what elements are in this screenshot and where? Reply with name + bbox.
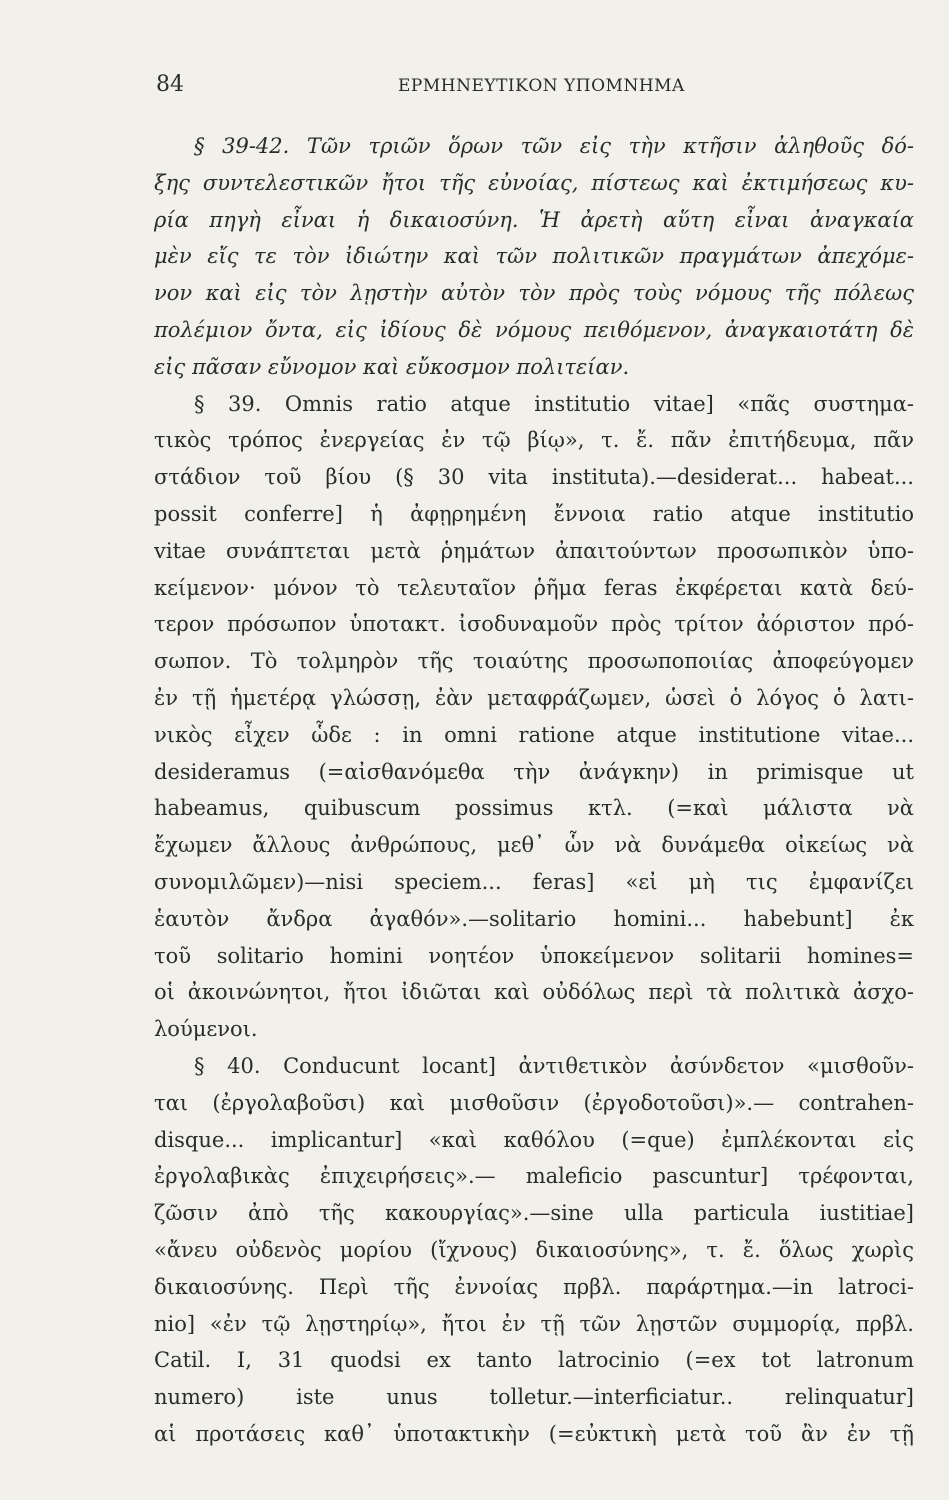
- text-line: οἱ ἀκοινώνητοι, ἤτοι ἰδιῶται καὶ οὐδόλως περὶ τὰ πολιτικὰ ἀσχο-: [154, 980, 914, 1005]
- text-line: ξης συντελεστικῶν ἤτοι τῆς εὐνοίας, πίστεως καὶ ἐκτιμήσεως κυ-: [154, 170, 914, 195]
- text-line: § 39-42. Τῶν τριῶν ὅρων τῶν εἰς τὴν κτῆσιν ἀληθοῦς δό-: [194, 134, 914, 158]
- text-line: Catil. I, 31 quodsi ex tanto latrocinio (=ex tot latronum: [154, 1348, 914, 1373]
- text-line: στάδιον τοῦ βίου (§ 30 vita instituta).—desiderat... habeat...: [154, 465, 914, 490]
- body-text: [154, 128, 914, 1453]
- text-line: nio] «ἐν τῷ λῃστηρίῳ», ἤτοι ἐν τῇ τῶν λῃστῶν συμμορίᾳ, πρβλ.: [154, 1311, 914, 1336]
- text-line: disque... implicantur] «καὶ καθόλου (=que) ἐμπλέκονται εἰς: [154, 1127, 914, 1152]
- text-line: ται (ἐργολαβοῦσι) καὶ μισθοῦσιν (ἐργοδοτοῦσι)».— contrahen-: [154, 1090, 914, 1115]
- text-line: ζῶσιν ἀπὸ τῆς κακουργίας».—sine ulla particula iustitiae]: [154, 1201, 914, 1226]
- text-line: δικαιοσύνης. Περὶ τῆς ἐννοίας πρβλ. παράρτημα.—in latroci-: [154, 1274, 914, 1299]
- text-line: desideramus (=αἰσθανόμεθα τὴν ἀνάγκην) in primisque ut: [154, 759, 914, 784]
- text-line: § 39. Omnis ratio atque institutio vitae] «πᾶς συστημα-: [194, 391, 914, 416]
- text-line: μὲν εἴς τε τὸν ἰδιώτην καὶ τῶν πολιτικῶν πραγμάτων ἀπεχόμε-: [154, 244, 914, 269]
- text-line: εἰς πᾶσαν εὔνομον καὶ εὔκοσμον πολιτείαν.: [154, 354, 630, 379]
- text-line: possit conferre] ἡ ἀφῃρημένη ἔννοια ratio atque institutio: [154, 501, 914, 526]
- text-line: habeamus, quibuscum possimus κτλ. (=καὶ μάλιστα νὰ: [154, 796, 914, 821]
- page-header: [0, 72, 949, 108]
- text-line: νον καὶ εἰς τὸν λῃστὴν αὐτὸν τὸν πρὸς τοὺς νόμους τῆς πόλεως: [154, 281, 914, 306]
- text-line: πολέμιον ὄντα, εἰς ἰδίους δὲ νόμους πειθόμενον, ἀναγκαιοτάτη δὲ: [154, 317, 914, 342]
- text-line: numero) iste unus tolletur.—interficiatur.. relinquatur]: [154, 1385, 914, 1410]
- text-line: ἑαυτὸν ἄνδρα ἀγαθόν».—solitario homini... habebunt] ἐκ: [154, 906, 914, 931]
- text-line: § 40. Conducunt locant] ἀντιθετικὸν ἀσύνδετον «μισθοῦν-: [194, 1053, 914, 1078]
- text-line: ἔχωμεν ἄλλους ἀνθρώπους, μεθ᾽ ὧν νὰ δυνάμεθα οἰκείως νὰ: [154, 833, 914, 858]
- text-line: κείμενον· μόνον τὸ τελευταῖον ῥῆμα feras ἐκφέρεται κατὰ δεύ-: [154, 575, 914, 600]
- text-line: αἱ προτάσεις καθ᾽ ὑποτακτικὴν (=εὐκτικὴ μετὰ τοῦ ἂν ἐν τῇ: [154, 1421, 914, 1446]
- text-line: νικὸς εἶχεν ὧδε : in omni ratione atque institutione vitae...: [154, 722, 914, 747]
- running-title: ΕΡΜΗΝΕΥΤΙΚΟΝ ΥΠΟΜΝΗΜΑ: [398, 76, 685, 96]
- text-line: τερον πρόσωπον ὑποτακτ. ἰσοδυναμοῦν πρὸς τρίτον ἀόριστον πρό-: [154, 612, 914, 637]
- text-line: τικὸς τρόπος ἐνεργείας ἐν τῷ βίῳ», τ. ἔ. πᾶν ἐπιτήδευμα, πᾶν: [154, 428, 914, 453]
- text-line: τοῦ solitario homini νοητέον ὑποκείμενον solitarii homines=: [154, 943, 914, 968]
- text-line: ἐργολαβικὰς ἐπιχειρήσεις».— maleficio pascuntur] τρέφονται,: [154, 1164, 914, 1189]
- text-line: ρία πηγὴ εἶναι ἡ δικαιοσύνη. Ἡ ἀρετὴ αὕτη εἶναι ἀναγκαία: [154, 207, 914, 232]
- text-line: συνομιλῶμεν)—nisi speciem... feras] «εἰ μὴ τις ἐμφανίζει: [154, 869, 914, 894]
- text-line: λούμενοι.: [154, 1017, 258, 1042]
- text-line: σωπον. Τὸ τολμηρὸν τῆς τοιαύτης προσωποποιίας ἀποφεύγομεν: [154, 649, 914, 674]
- text-line: «ἄνευ οὐδενὸς μορίου (ἴχνους) δικαιοσύνης», τ. ἔ. ὅλως χωρὶς: [154, 1237, 914, 1262]
- text-line: vitae συνάπτεται μετὰ ῥημάτων ἀπαιτούντων προσωπικὸν ὑπο-: [154, 538, 914, 563]
- page-number: 84: [156, 72, 184, 97]
- text-line: ἐν τῇ ἡμετέρᾳ γλώσσῃ, ἐὰν μεταφράζωμεν, ὡσεὶ ὁ λόγος ὁ λατι-: [154, 685, 914, 710]
